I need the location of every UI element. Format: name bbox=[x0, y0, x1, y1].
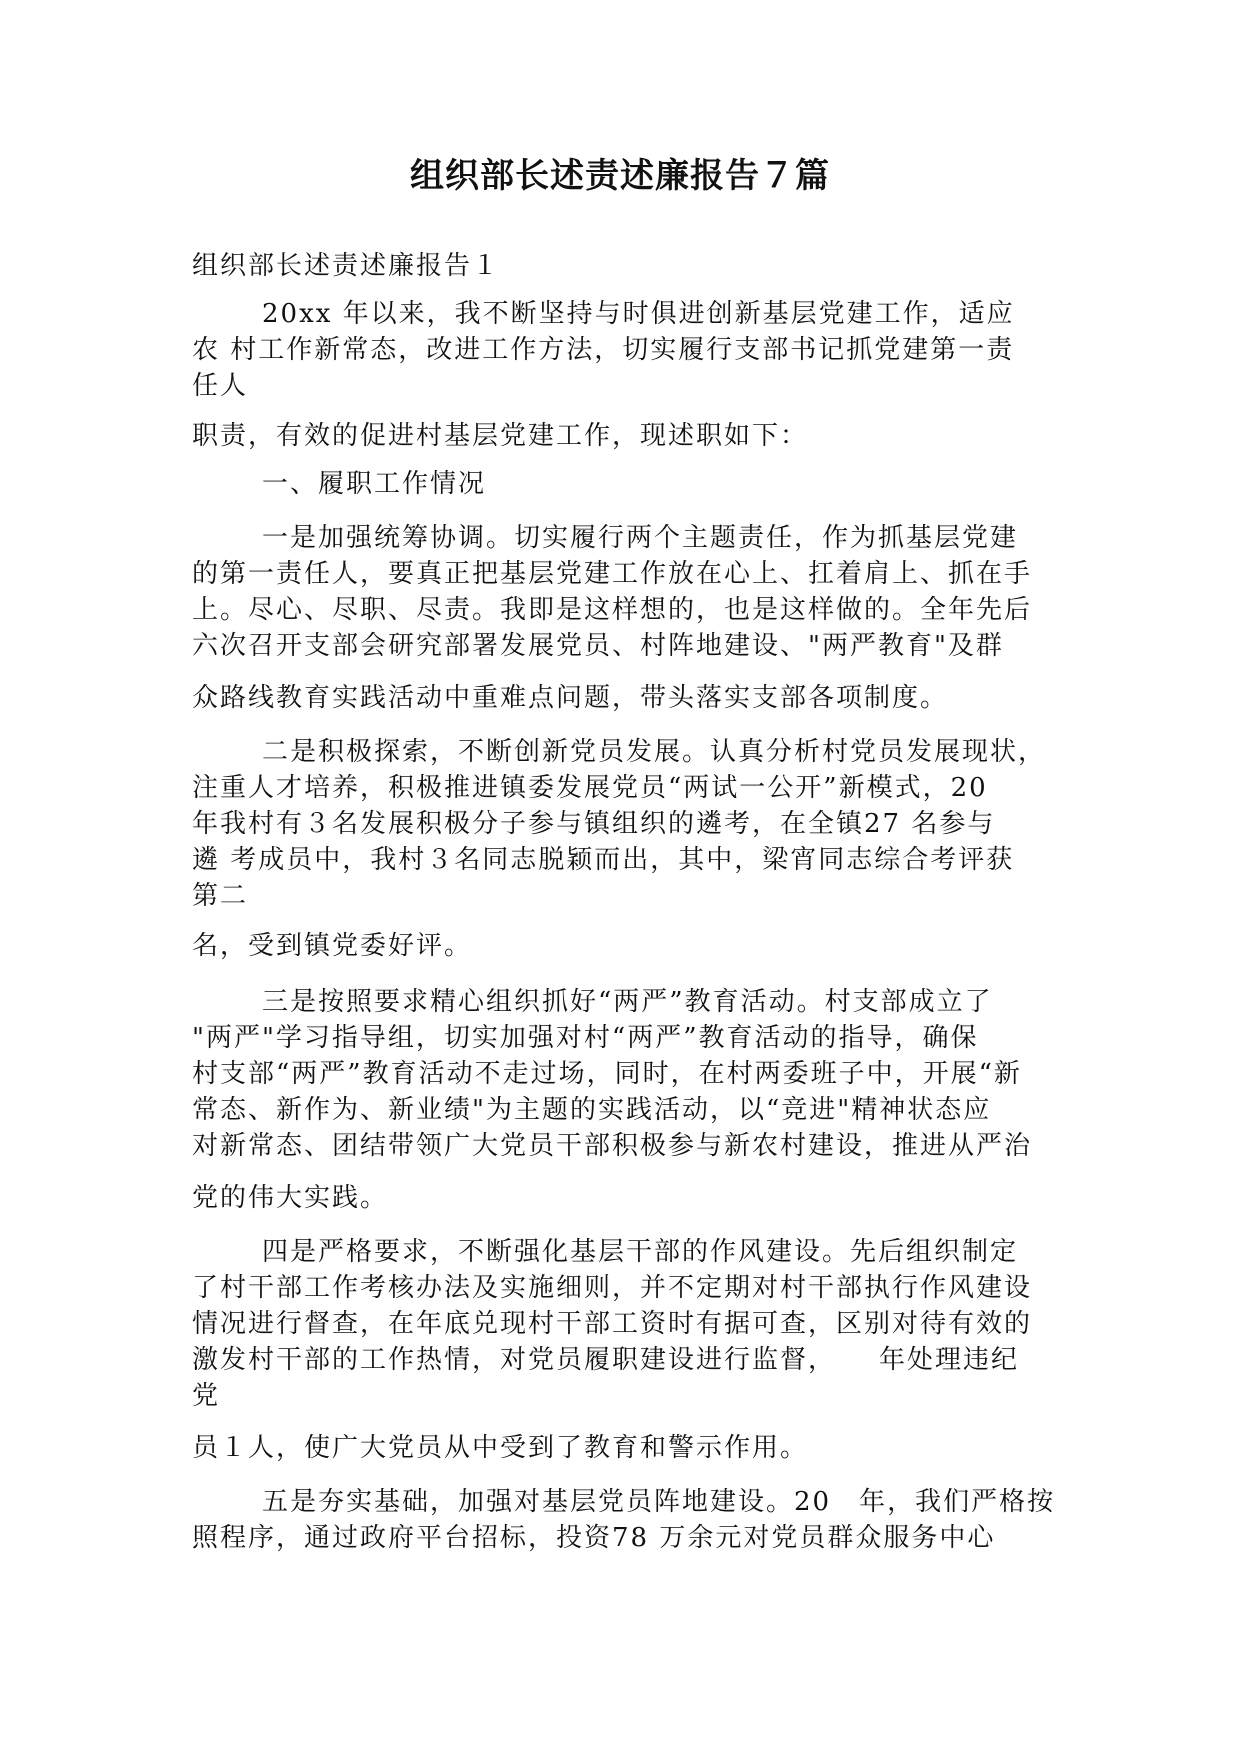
paragraph-line: "两严"学习指导组，切实加强对村“两严”教育活动的指导，确保 bbox=[192, 1023, 979, 1053]
paragraph-line: 照程序，通过政府平台招标，投资78 万余元对党员群众服务中心 bbox=[192, 1523, 996, 1553]
paragraph-line: 第二 bbox=[192, 881, 249, 911]
paragraph-line: 一是加强统筹协调。切实履行两个主题责任，作为抓基层党建 bbox=[262, 523, 1019, 553]
paragraph-line: 员１人，使广大党员从中受到了教育和警示作用。 bbox=[192, 1433, 809, 1463]
paragraph-line: 六次召开支部会研究部署发展党员、村阵地建设、"两严教育"及群 bbox=[192, 631, 1004, 661]
subheading: 一、履职工作情况 bbox=[262, 469, 487, 499]
paragraph-line: 年我村有３名发展积极分子参与镇组织的遴考，在全镇27 名参与 bbox=[192, 809, 996, 839]
paragraph-line: 名，受到镇党委好评。 bbox=[192, 931, 473, 961]
paragraph-line: 常态、新作为、新业绩"为主题的实践活动，以“竞进"精神状态应 bbox=[192, 1095, 992, 1125]
paragraph-line: 众路线教育实践活动中重难点问题，带头落实支部各项制度。 bbox=[192, 683, 949, 713]
paragraph-line: 职责，有效的促进村基层党建工作，现述职如下： bbox=[192, 421, 809, 451]
paragraph-line: 对新常态、团结带领广大党员干部积极参与新农村建设，推进从严治 bbox=[192, 1131, 1033, 1161]
paragraph-line: 村支部“两严”教育活动不走过场，同时，在村两委班子中，开展“新 bbox=[192, 1059, 1022, 1089]
paragraph-line: 20xx 年以来，我不断坚持与时俱进创新基层党建工作，适应 bbox=[262, 299, 1015, 329]
paragraph-line: 注重人才培养，积极推进镇委发展党员“两试一公开”新模式，20 bbox=[192, 773, 988, 803]
paragraph-line: 五是夯实基础，加强对基层党员阵地建设。20 年，我们严格按 bbox=[262, 1487, 1056, 1517]
paragraph-line: 三是按照要求精心组织抓好“两严”教育活动。村支部成立了 bbox=[262, 987, 993, 1017]
paragraph-line: 上。尽心、尽职、尽责。我即是这样想的，也是这样做的。全年先后 bbox=[192, 595, 1033, 625]
paragraph-line: 任人 bbox=[192, 371, 249, 401]
paragraph-line: 激发村干部的工作热情，对党员履职建设进行监督， 年处理违纪 bbox=[192, 1345, 1020, 1375]
paragraph-line: 农 村工作新常态，改进工作方法，切实履行支部书记抓党建第一责 bbox=[192, 335, 1015, 365]
paragraph-line: 党 bbox=[192, 1381, 221, 1411]
paragraph-line: 情况进行督查，在年底兑现村干部工资时有据可查，区别对待有效的 bbox=[192, 1309, 1033, 1339]
paragraph-line: 了村干部工作考核办法及实施细则，并不定期对村干部执行作风建设 bbox=[192, 1273, 1033, 1303]
paragraph-line: 的第一责任人，要真正把基层党建工作放在心上、扛着肩上、抓在手 bbox=[192, 559, 1033, 589]
document-title: 组织部长述责述廉报告７篇 bbox=[410, 156, 830, 196]
paragraph-line: 二是积极探索，不断创新党员发展。认真分析村党员发展现状， bbox=[262, 737, 1047, 767]
paragraph-line: 党的伟大实践。 bbox=[192, 1183, 389, 1213]
paragraph-line: 遴 考成员中，我村３名同志脱颖而出，其中，梁宵同志综合考评获 bbox=[192, 845, 1015, 875]
paragraph-line: 四是严格要求，不断强化基层干部的作风建设。先后组织制定 bbox=[262, 1237, 1019, 1267]
section-heading: 组织部长述责述廉报告１ bbox=[192, 251, 501, 281]
